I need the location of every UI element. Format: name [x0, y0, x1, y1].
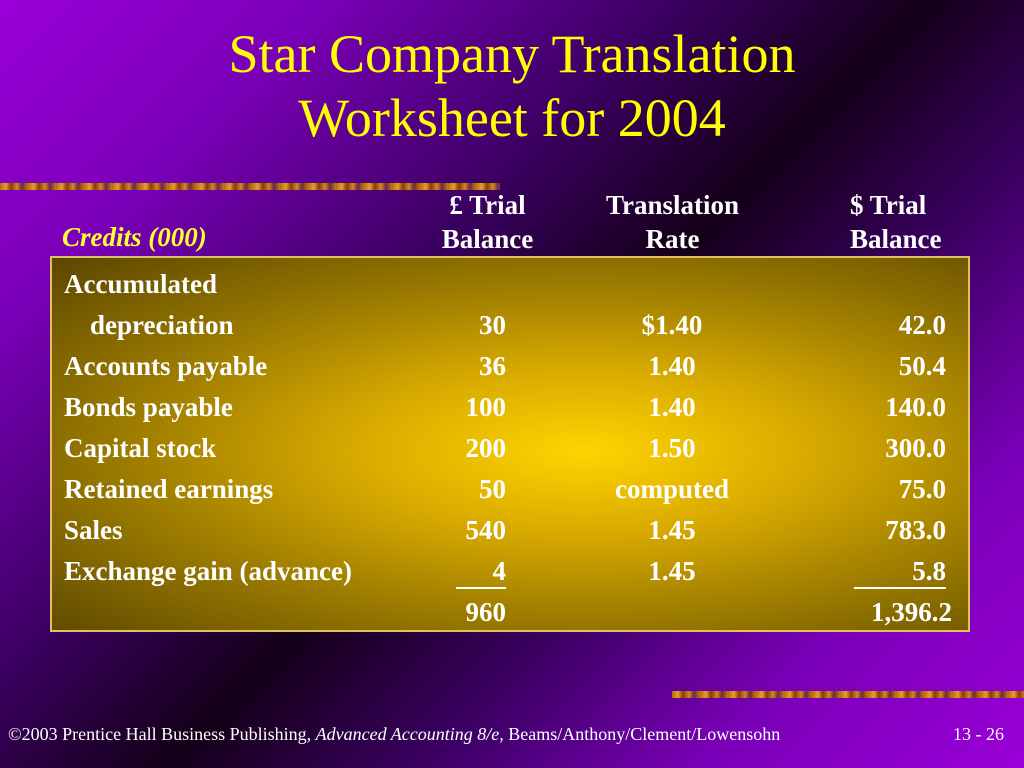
local-value: 30 — [479, 310, 506, 340]
table-row — [52, 551, 968, 592]
footer-book-title: Advanced Accounting 8/e, — [315, 724, 504, 744]
page-number: 13 - 26 — [953, 724, 1004, 744]
row-label: Retained earnings — [64, 474, 274, 504]
header-rate-line2: Rate — [645, 224, 700, 254]
usd-value: 50.4 — [898, 351, 946, 381]
usd-value: 300.0 — [885, 433, 946, 463]
section-label: Credits (000) — [62, 222, 207, 252]
column-header-translation-rate — [585, 188, 760, 256]
footer-authors: Beams/Anthony/Clement/Lowensohn — [508, 724, 781, 744]
row-label: depreciation — [90, 310, 234, 340]
header-local-line2: Balance — [441, 224, 534, 254]
row-label: Capital stock — [64, 433, 217, 463]
usd-value: 42.0 — [898, 310, 946, 340]
usd-value: 783.0 — [885, 515, 946, 545]
column-header-local-trial-balance — [425, 188, 550, 256]
table-row-total — [52, 592, 968, 633]
local-value: 4 — [456, 555, 506, 589]
usd-value-underlined — [854, 551, 946, 592]
local-value: 36 — [479, 351, 506, 381]
rate-value: 1.40 — [648, 392, 696, 422]
local-value: 540 — [465, 515, 506, 545]
local-value: 50 — [479, 474, 506, 504]
usd-total: 1,396.2 — [871, 597, 952, 627]
local-value: 100 — [465, 392, 506, 422]
header-usd-line2: Balance — [850, 224, 942, 254]
usd-value: 5.8 — [854, 555, 946, 589]
header-usd-line1: $ Trial — [850, 190, 927, 220]
row-label: Bonds payable — [64, 392, 233, 422]
footer-credit — [8, 724, 780, 745]
title-line-2: Worksheet for 2004 — [298, 88, 726, 148]
rate-value: 1.40 — [648, 351, 696, 381]
header-local-line1: £ Trial — [449, 190, 526, 220]
usd-value: 140.0 — [885, 392, 946, 422]
row-label: Accumulated — [64, 269, 217, 299]
decorative-band-bottom — [672, 691, 1024, 698]
local-total: 960 — [465, 597, 506, 627]
worksheet-table — [50, 256, 970, 632]
table-row — [52, 387, 968, 428]
table-row — [52, 428, 968, 469]
column-header-usd-trial-balance — [850, 188, 975, 256]
title-line-1: Star Company Translation — [228, 24, 796, 84]
usd-value: 75.0 — [898, 474, 946, 504]
table-row — [52, 469, 968, 510]
rate-value: 1.50 — [648, 433, 696, 463]
table-row — [52, 264, 968, 305]
row-label: Sales — [64, 515, 123, 545]
rate-value: 1.45 — [648, 515, 696, 545]
local-value: 200 — [465, 433, 506, 463]
rate-value: $1.40 — [641, 310, 703, 340]
rate-value: 1.45 — [648, 556, 696, 586]
local-value-underlined — [456, 551, 506, 592]
row-label: Accounts payable — [64, 351, 268, 381]
header-rate-line1: Translation — [605, 190, 740, 220]
table-row — [52, 346, 968, 387]
row-label: Exchange gain (advance) — [64, 556, 353, 586]
table-row — [52, 305, 968, 346]
table-row — [52, 510, 968, 551]
footer-copyright: ©2003 Prentice Hall Business Publishing, — [8, 724, 312, 744]
slide-title — [0, 22, 1024, 150]
rate-value: computed — [615, 474, 729, 504]
